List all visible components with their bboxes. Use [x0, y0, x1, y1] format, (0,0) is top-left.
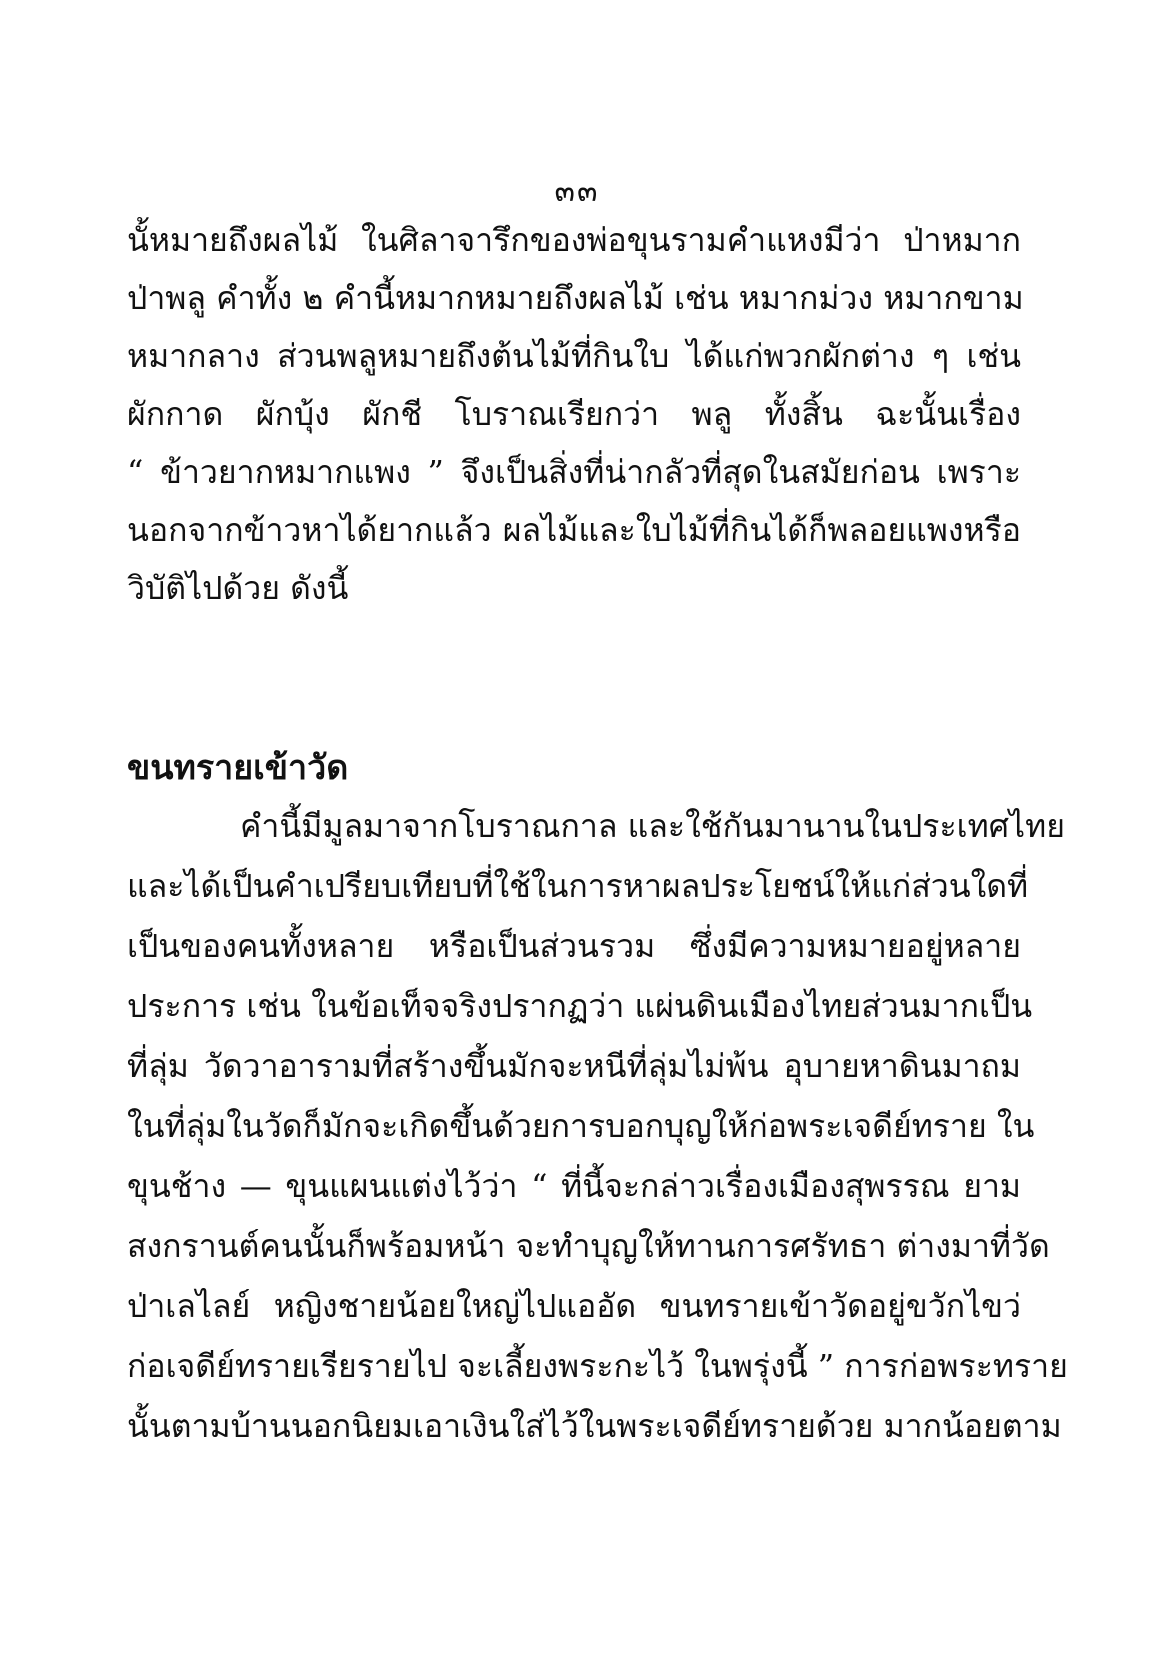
text-line: เป็นของคนทั้งหลาย หรือเป็นส่วนรวม ซึ่งมีความหมายอยู่หลาย [127, 927, 1021, 965]
section-heading: ขนทรายเข้าวัด [127, 748, 349, 788]
text-line: นั้หมายถึงผลไม้ ในศิลาจารึกของพ่อขุนรามคำแหงมีว่า ป่าหมาก [127, 221, 1021, 259]
text-line: ในที่ลุ่มในวัดก็มักจะเกิดขึ้นด้วยการบอกบุญให้ก่อพระเจดีย์ทราย ใน [127, 1107, 1035, 1145]
text-line: ป่าพลู คำทั้ง ๒ คำนี้หมากหมายถึงผลไม้ เช่น หมากม่วง หมากขาม [127, 279, 1024, 317]
text-line: และได้เป็นคำเปรียบเทียบที่ใช้ในการหาผลประโยชน์ให้แก่ส่วนใดที่ [127, 867, 1029, 905]
text-line: นอกจากข้าวหาได้ยากแล้ว ผลไม้และใบไม้ที่กินได้ก็พลอยแพงหรือ [127, 511, 1021, 549]
text-line: ก่อเจดีย์ทรายเรียรายไป จะเลี้ยงพระกะไว้ ในพรุ่งนี้ ” การก่อพระทราย [127, 1347, 1068, 1385]
text-line: นั้นตามบ้านนอกนิยมเอาเงินใส่ไว้ในพระเจดีย์ทรายด้วย มากน้อยตาม [127, 1407, 1062, 1445]
text-line: ที่ลุ่ม วัดวาอารามที่สร้างขึ้นมักจะหนีที่ลุ่มไม่พ้น อุบายหาดินมาถม [127, 1047, 1021, 1085]
page-number: ๓๓ [554, 174, 600, 209]
text-line: หมากลาง ส่วนพลูหมายถึงต้นไม้ที่กินใบ ได้แก่พวกผักต่าง ๆ เช่น [127, 337, 1021, 375]
text-line: สงกรานต์คนนั้นก็พร้อมหน้า จะทำบุญให้ทานการศรัทธา ต่างมาที่วัด [127, 1227, 1050, 1265]
text-line: วิบัติไปด้วย ดังนี้ [127, 569, 349, 607]
text-line: คำนี้มีมูลมาจากโบราณกาล และใช้กันมานานในประเทศไทย [240, 807, 1065, 845]
text-line: ประการ เช่น ในข้อเท็จจริงปรากฏว่า แผ่นดินเมืองไทยส่วนมากเป็น [127, 987, 1033, 1025]
text-line: ขุนช้าง — ขุนแผนแต่งไว้ว่า “ ที่นี้จะกล่าวเรื่องเมืองสุพรรณ ยาม [127, 1167, 1021, 1205]
text-line: ป่าเลไลย์ หญิงชายน้อยใหญ่ไปแออัด ขนทรายเข้าวัดอยู่ขวักไขว่ [127, 1287, 1021, 1325]
text-line: “ ข้าวยากหมากแพง ” จึงเป็นสิ่งที่น่ากลัวที่สุดในสมัยก่อน เพราะ [127, 453, 1021, 491]
text-line: ผักกาด ผักบุ้ง ผักชี โบราณเรียกว่า พลู ทั้งสิ้น ฉะนั้นเรื่อง [127, 395, 1021, 433]
